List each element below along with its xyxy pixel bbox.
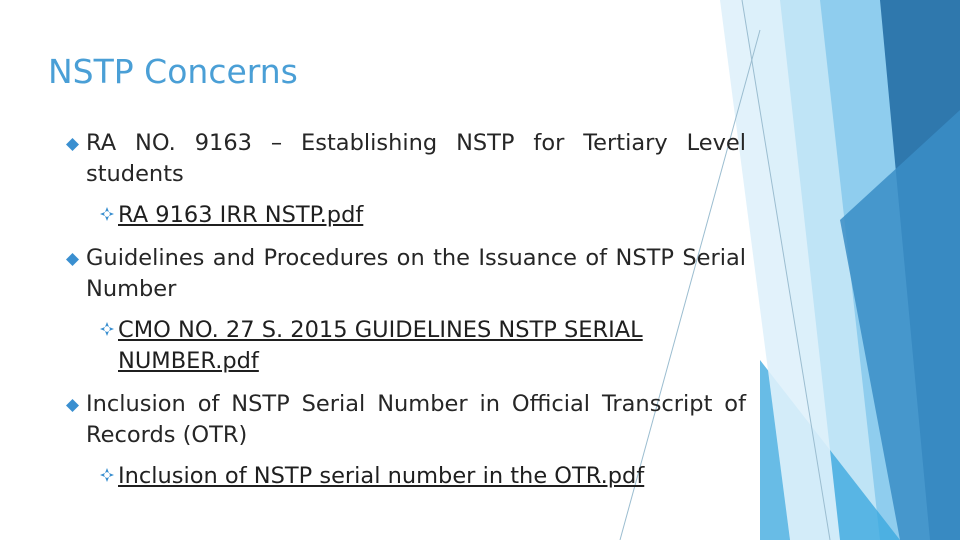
diamond-bullet-icon	[66, 253, 79, 266]
sub-item-cmo-link	[66, 315, 746, 377]
diamond-check-bullet-icon	[100, 468, 114, 482]
diamond-check-bullet-icon	[100, 322, 114, 336]
bullet-text: Guidelines and Procedures on the Issuance of NSTP Serial Number	[86, 245, 746, 302]
diamond-check-bullet-icon	[100, 207, 114, 221]
otr-serial-pdf-link[interactable]: Inclusion of NSTP serial number in the OTR.pdf	[118, 463, 645, 489]
diamond-bullet-icon	[66, 399, 79, 412]
bullet-text: Inclusion of NSTP Serial Number in Official Transcript of Records (OTR)	[86, 391, 746, 448]
cmo-guidelines-pdf-link[interactable]: CMO NO. 27 S. 2015 GUIDELINES NSTP SERIAL NUMBER.pdf	[118, 317, 643, 374]
bullet-item-guidelines	[66, 243, 746, 305]
slide-title: NSTP Concerns	[48, 52, 298, 91]
sub-item-otr-link	[66, 461, 746, 492]
bullet-item-ra9163	[66, 128, 746, 190]
diamond-bullet-icon	[66, 138, 79, 151]
bullet-item-inclusion	[66, 389, 746, 451]
slide-content	[66, 128, 746, 504]
ra9163-irr-pdf-link[interactable]: RA 9163 IRR NSTP.pdf	[118, 202, 364, 228]
bullet-text: RA NO. 9163 – Establishing NSTP for Tertiary Level students	[86, 130, 746, 187]
sub-item-ra9163-link	[66, 200, 746, 231]
